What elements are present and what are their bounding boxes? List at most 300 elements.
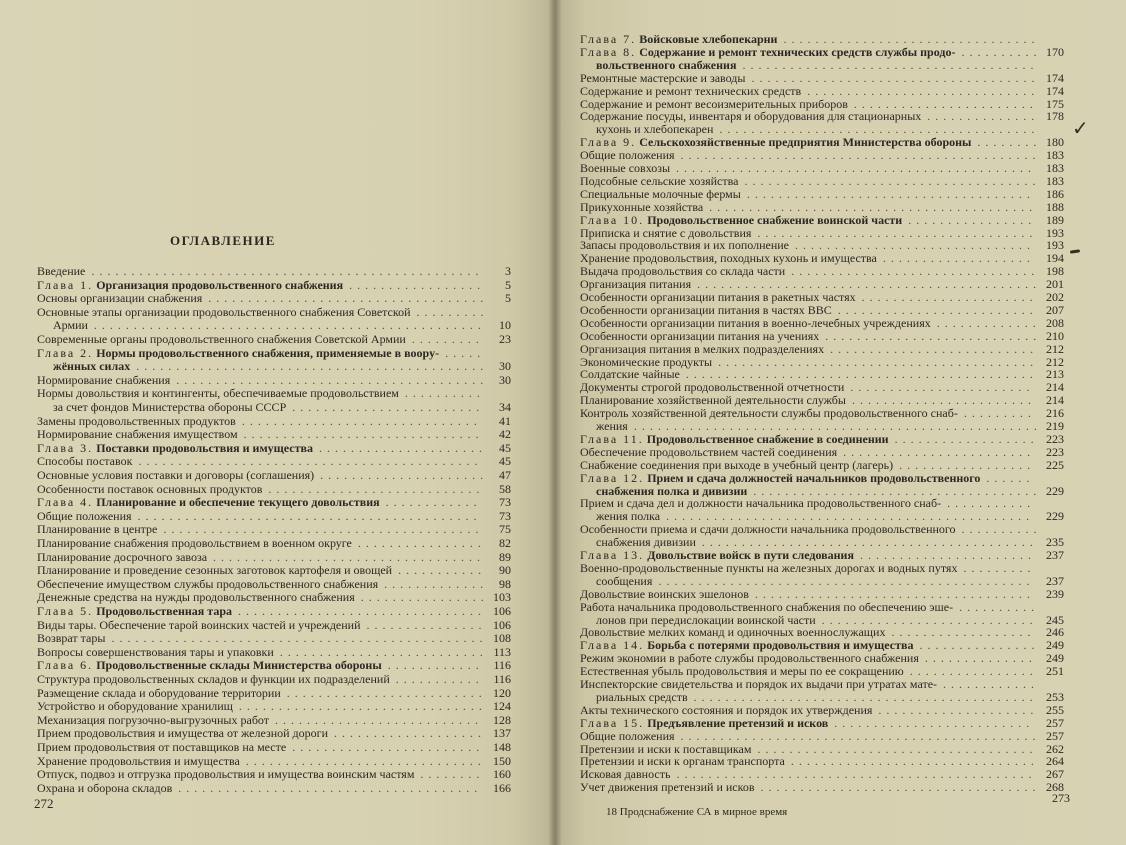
toc-chapter-line: [37, 278, 511, 292]
toc-chapter-title: [580, 32, 777, 46]
dot-leader: ..............................: [241, 413, 482, 428]
toc-page-number: 223: [1046, 431, 1064, 446]
pencil-checkmark-icon: ✓: [1072, 116, 1089, 140]
chapter-number-label: Глава 14.: [580, 638, 645, 653]
toc-entry-text: Приписка и снятие с довольствия: [580, 225, 752, 240]
toc-entry-line: [580, 58, 1064, 72]
toc-page-number: 47: [499, 468, 511, 482]
toc-page-number: 174: [1046, 83, 1064, 98]
dot-leader: ..................: [894, 431, 1039, 446]
toc-page-number: 189: [1046, 212, 1064, 227]
dot-leader: .......................................: [176, 372, 489, 387]
dot-leader: ..........: [961, 522, 1042, 537]
toc-entry-text: Организация питания: [580, 277, 692, 292]
toc-chapter-line: [37, 441, 511, 455]
chapter-number-label: Глава 9.: [580, 135, 637, 150]
toc-page-number: 23: [499, 332, 511, 346]
chapter-title-text: Нормы продовольственного снабжения, применяемые в вооpу-: [93, 345, 440, 360]
toc-page-number: 103: [493, 590, 511, 605]
dot-leader: ...........................................: [693, 689, 1038, 704]
dot-leader: ........................: [843, 444, 1036, 459]
toc-entry-text: Общие положения: [580, 728, 675, 743]
toc-entry-text: Организация питания в мелких подразделениях: [580, 341, 825, 356]
toc-page-number: 257: [1046, 728, 1064, 743]
toc-entry-line: [37, 264, 511, 278]
toc-page-number: 255: [1046, 702, 1064, 717]
dot-leader: .................................................: [93, 318, 486, 333]
toc-entry-line: [580, 238, 1064, 252]
dot-leader: ..........: [961, 44, 1042, 59]
toc-page-number: 120: [493, 685, 511, 700]
toc-entry-line: [37, 522, 511, 536]
toc-entry-line: [580, 767, 1064, 781]
toc-entry-text: Экономические продукты: [580, 354, 713, 369]
toc-entry-text: Подсобные сельские хозяйства: [580, 173, 739, 188]
toc-page-number: 249: [1046, 651, 1064, 666]
toc-chapter-line: [580, 548, 1064, 562]
toc-entry-text: Солдатские чайные: [580, 367, 680, 382]
dot-leader: .............................................: [676, 767, 1037, 782]
dot-leader: ..............: [924, 651, 1037, 666]
dot-leader: ....................................: [751, 70, 1040, 85]
toc-entry-text: Введение: [37, 264, 86, 278]
chapter-title-text: Сельскохозяйственные предприятия Министерства обороны: [636, 135, 972, 150]
chapter-number-label: Глава 11.: [580, 431, 644, 446]
toc-entry-line: [37, 550, 511, 564]
toc-entry-text: Прием продовольствия от поставщиков на месте: [37, 740, 287, 754]
toc-page-number: 45: [499, 440, 511, 455]
toc-entry-text: Запасы продовольствия и их пополнение: [580, 238, 789, 253]
dot-leader: .............................................: [680, 148, 1041, 163]
toc-chapter-title: [37, 658, 382, 672]
toc-entry-line: [37, 291, 511, 305]
toc-entry-text: Документы строгой продовольственной отчетности: [580, 380, 845, 395]
dot-leader: ..........: [404, 386, 485, 401]
dot-leader: ...............: [919, 638, 1040, 653]
dot-leader: ............................................: [136, 359, 489, 374]
dot-leader: ...............................: [238, 699, 487, 714]
toc-entry-text: Особенности организации питания в частях ВВС: [580, 302, 832, 317]
dot-leader: ..............................................: [666, 509, 1035, 524]
dot-leader: ...........................................: [697, 277, 1042, 292]
toc-entry-text: Особенности организации питания в военно-лечебных учреждениях: [580, 315, 931, 330]
dot-leader: ............................................: [685, 367, 1038, 382]
toc-page-number: 193: [1046, 238, 1064, 253]
toc-entry-line: [37, 726, 511, 740]
toc-entry-text: Особенности организации питания на учениях: [580, 328, 820, 343]
chapter-title-text: Довольствие войск в пути следования: [644, 548, 854, 562]
toc-entry-text: Устройство и оборудование хранилищ: [37, 699, 233, 714]
toc-page-number: 237: [1046, 573, 1064, 588]
toc-entry-line: [580, 226, 1064, 240]
dot-leader: ...............................................: [658, 573, 1035, 588]
chapter-number-label: Глава 13.: [580, 548, 645, 562]
dot-leader: ...................: [882, 251, 1035, 266]
toc-entry-line: [37, 509, 511, 523]
chapter-title-text: Борьба с потерями продовольствия и имущества: [644, 638, 914, 653]
toc-chapter-line: [580, 471, 1064, 485]
dot-leader: ........................................: [719, 122, 1040, 137]
toc-entry-line: [580, 742, 1064, 756]
toc-entry-line: [37, 590, 511, 604]
toc-entry-text: Планирование досрочного завоза: [37, 549, 208, 564]
toc-page-number: 268: [1046, 780, 1064, 795]
toc-chapter-line: [580, 213, 1064, 227]
toc-entry-line: [580, 277, 1064, 291]
dot-leader: .........: [416, 304, 489, 319]
toc-entry-line: [580, 406, 1064, 420]
toc-page-number: 251: [1046, 664, 1064, 679]
toc-entry-text: Содержание и ремонт весоизмерительных приборов: [580, 96, 848, 111]
toc-entry-line: [37, 618, 511, 632]
chapter-title-text: Прием и сдача должностей начальников продовольственного: [644, 470, 981, 485]
toc-page-number: 193: [1046, 225, 1064, 240]
toc-entry-line: [37, 536, 511, 550]
dot-leader: ................: [908, 212, 1037, 227]
toc-chapter-title: [580, 471, 980, 485]
dot-leader: ...........................................: [137, 508, 482, 523]
toc-entry-text: Исковая давность: [580, 767, 671, 782]
toc-entry-line: [580, 613, 1064, 627]
dot-leader: ...............................: [790, 754, 1039, 769]
toc-page-number: 75: [499, 522, 511, 537]
toc-chapter-title: [580, 213, 902, 227]
toc-page-number: 166: [493, 780, 511, 795]
chapter-title-text: Планирование и обеспечение текущего довольствия: [93, 495, 380, 510]
toc-page-number: 188: [1046, 199, 1064, 214]
toc-entry-text: Отпуск, подвоз и отгрузка продовольствия и имущества воинским частям: [37, 767, 415, 782]
toc-entry-line: [37, 332, 511, 346]
chapter-title-text: Предъявление претензий и исков: [644, 715, 829, 730]
toc-entry-line: [37, 427, 511, 441]
toc-entry-text: лонов при передислокации воинской части: [596, 612, 816, 627]
toc-heading: ОГЛАВЛЕНИЕ: [170, 233, 276, 248]
toc-entry-text: Режим экономии в работе службы продовольственного снабжения: [580, 651, 919, 666]
dot-leader: ...............................: [791, 264, 1040, 279]
toc-page-number: 214: [1046, 393, 1064, 408]
toc-page-number: 106: [493, 604, 511, 618]
toc-entry-text: Инспекторские свидетельства и порядок их выдачи при утратах мате-: [580, 677, 938, 691]
toc-page-number: 116: [493, 658, 511, 673]
toc-chapter-line: [580, 432, 1064, 446]
toc-entry-text: Работа начальника продовольственного снабжения по обеспечению эше-: [580, 599, 954, 614]
toc-page-number: 223: [1046, 444, 1064, 459]
toc-page-number: 10: [499, 318, 511, 333]
toc-entry-text: Контроль хозяйственной деятельности службы продовольственного снаб-: [580, 406, 958, 421]
toc-page-number: 30: [499, 359, 511, 374]
toc-page-number: 212: [1046, 354, 1064, 369]
toc-entry-text: Планирование хозяйственной деятельности службы: [580, 393, 846, 408]
toc-page-number: 73: [499, 495, 511, 510]
dot-leader: ...................................: [757, 225, 1038, 240]
toc-page-number: 41: [499, 413, 511, 428]
dot-leader: ......................: [859, 548, 1036, 562]
dot-leader: ..........................................: [701, 535, 1038, 550]
toc-entry-line: [580, 664, 1064, 678]
toc-entry-line: [580, 109, 1064, 123]
toc-page-number: 30: [499, 372, 511, 387]
toc-entry-line: [580, 754, 1064, 768]
toc-page-number: 229: [1046, 483, 1064, 498]
dot-leader: .......................: [850, 380, 1035, 395]
chapter-number-label: Глава 12.: [580, 470, 645, 485]
toc-entry-line: [37, 699, 511, 713]
toc-page-number: 5: [505, 277, 511, 292]
toc-chapter-line: [580, 716, 1064, 730]
dot-leader: .........................: [834, 715, 1035, 730]
toc-page-number: 160: [493, 767, 511, 782]
dot-leader: .............................................: [680, 728, 1041, 743]
toc-page-number: 201: [1046, 277, 1064, 292]
toc-chapter-line: [580, 638, 1064, 652]
toc-entry-text: Вопросы совершенствования тары и упаковки: [37, 644, 274, 659]
dot-leader: ...........: [947, 496, 1036, 511]
toc-entry-text: Общие положения: [580, 148, 675, 163]
toc-entry-line: [580, 445, 1064, 459]
toc-chapter-line: [37, 346, 511, 360]
dot-leader: ...........................: [825, 328, 1042, 343]
toc-entry-text: сообщения: [596, 573, 653, 588]
chapter-title-text: Организация продовольственного снабжения: [93, 277, 344, 292]
toc-chapter-title: [37, 495, 380, 509]
toc-chapter-title: [580, 638, 913, 652]
toc-entry-text: риальных средств: [596, 689, 688, 704]
toc-entry-line: [37, 359, 511, 373]
dot-leader: ...........: [395, 672, 484, 686]
toc-entry-text: Обеспечение продовольствием частей соединения: [580, 444, 838, 459]
toc-entry-line: [580, 161, 1064, 175]
toc-entry-text: Прием и сдача дел и должности начальника продовольственного снаб-: [580, 496, 942, 511]
toc-page-number: 124: [493, 699, 511, 714]
toc-page-number: 45: [499, 454, 511, 469]
dot-leader: ............: [943, 677, 1040, 691]
toc-page-number: 89: [499, 549, 511, 564]
dot-leader: .................: [349, 277, 486, 292]
dot-leader: ............: [385, 495, 482, 510]
toc-entry-text: Военно-продовольственные пункты на железных дорогах и водных путях: [580, 560, 958, 575]
toc-page-number: 264: [1046, 754, 1064, 769]
toc-page-number: 174: [1046, 70, 1064, 85]
toc-entry-line: [37, 767, 511, 781]
dot-leader: .......................: [853, 96, 1038, 111]
toc-entry-text: Планирование снабжения продовольствием в военном округе: [37, 536, 352, 550]
toc-entry-text: Претензии и иски к поставщикам: [580, 741, 752, 756]
toc-entry-text: Содержание посуды, инвентаря и оборудования для стационарных: [580, 109, 922, 124]
toc-page-number: 253: [1046, 689, 1064, 704]
toc-entry-line: [37, 468, 511, 482]
toc-entry-text: Содержание и ремонт технических средств: [580, 83, 802, 98]
toc-page-number: 225: [1046, 457, 1064, 472]
toc-entry-text: снабжения полка и дивизии: [596, 483, 748, 498]
book-gutter: [548, 0, 562, 845]
dot-leader: ...............................: [238, 604, 487, 618]
toc-entry-text: Специальные молочные фермы: [580, 186, 741, 201]
toc-entry-text: Особенности поставок основных продуктов: [37, 481, 263, 496]
chapter-number-label: Глава 10.: [580, 212, 645, 227]
dot-leader: ..................: [891, 625, 1036, 640]
dot-leader: ...............................................: [111, 631, 488, 646]
toc-page-number: 98: [499, 576, 511, 591]
dot-leader: .........: [411, 332, 484, 346]
toc-page-number: 198: [1046, 264, 1064, 279]
toc-chapter-title: [580, 548, 854, 562]
toc-entry-text: Учет движения претензий и исков: [580, 780, 755, 795]
toc-page-number: 246: [1046, 625, 1064, 640]
dot-leader: ...........: [398, 563, 487, 578]
toc-chapter-line: [37, 495, 511, 509]
dot-leader: ..............................: [245, 753, 486, 768]
dot-leader: .............: [936, 315, 1041, 330]
toc-entry-line: [580, 200, 1064, 214]
dot-leader: ................: [360, 590, 489, 605]
toc-entry-line: [37, 454, 511, 468]
dot-leader: ...................................: [760, 780, 1041, 795]
toc-page-number: 229: [1046, 509, 1064, 524]
toc-entry-line: [580, 574, 1064, 588]
toc-page-number: 58: [499, 481, 511, 496]
toc-entry-line: [37, 754, 511, 768]
toc-page-number: 5: [505, 291, 511, 306]
toc-chapter-title: [580, 432, 889, 446]
toc-entry-line: [580, 496, 1064, 510]
printer-signature: 18 Продснабжение СА в мирное время: [606, 806, 788, 818]
toc-page-number: 113: [493, 644, 511, 659]
toc-entry-text: Основные этапы организации продовольственного снабжения Советской: [37, 304, 411, 319]
dot-leader: ...................................: [757, 741, 1038, 756]
toc-entry-text: Обеспечение имуществом службы продовольственного снабжения: [37, 576, 379, 591]
dot-leader: ................: [357, 536, 486, 550]
toc-entry-text: Естественная убыль продовольствия и меры по ее сокращению: [580, 664, 904, 679]
toc-entry-text: жённых силах: [53, 359, 131, 374]
toc-page-number: 183: [1046, 161, 1064, 175]
toc-entry-line: [580, 677, 1064, 691]
dot-leader: ..............: [927, 109, 1040, 124]
toc-chapter-title: [37, 604, 232, 618]
toc-chapter-title: [580, 45, 955, 59]
toc-page-number: 245: [1046, 612, 1064, 627]
toc-chapter-line: [37, 604, 511, 618]
toc-entry-line: [37, 781, 511, 795]
toc-entry-line: [580, 290, 1064, 304]
toc-entry-line: [580, 625, 1064, 639]
toc-entry-line: [580, 419, 1064, 433]
toc-page-number: 207: [1046, 302, 1064, 317]
toc-entry-text: Основы организации снабжения: [37, 291, 203, 306]
toc-page-number: 249: [1046, 638, 1064, 653]
toc-entry-line: [580, 780, 1064, 794]
toc-entry-text: Денежные средства на нужды продовольственного снабжения: [37, 590, 355, 605]
dot-leader: ........................................: [718, 354, 1039, 369]
toc-entry-text: Довольствие мелких команд и одиночных военнослужащих: [580, 625, 886, 640]
chapter-title-text: Поставки продовольствия и имущества: [93, 440, 313, 455]
toc-entry-text: жения: [596, 419, 628, 433]
dot-leader: ........................: [292, 740, 485, 754]
toc-entry-text: Претензии и иски к органам транспорта: [580, 754, 785, 769]
toc-page-number: 186: [1046, 186, 1064, 201]
toc-chapter-title: [580, 135, 971, 149]
toc-entry-text: кухонь и хлебопекарен: [596, 122, 714, 137]
toc-page-number: 237: [1046, 548, 1064, 562]
dot-leader: .............: [384, 576, 489, 591]
toc-entry-text: Нормирование снабжения имуществом: [37, 427, 238, 442]
toc-entry-text: Замены продовольственных продуктов: [37, 413, 236, 428]
toc-entry-line: [580, 703, 1064, 717]
chapter-number-label: Глава 1.: [37, 277, 94, 292]
toc-page-number: 82: [499, 536, 511, 550]
toc-entry-line: [580, 71, 1064, 85]
chapter-number-label: Глава 6.: [37, 658, 94, 673]
toc-entry-line: [37, 563, 511, 577]
dot-leader: ............: [387, 658, 484, 673]
dot-leader: .........................: [286, 685, 487, 700]
dot-leader: ..................................: [213, 549, 486, 564]
toc-chapter-title: [37, 346, 439, 360]
dot-leader: .........: [963, 406, 1036, 421]
toc-entry-text: Общие положения: [37, 508, 132, 523]
toc-entry-line: [580, 729, 1064, 743]
toc-entry-line: [580, 148, 1064, 162]
toc-entry-line: [580, 329, 1064, 343]
toc-page-number: 194: [1046, 251, 1064, 266]
toc-entry-line: [37, 414, 511, 428]
toc-entry-line: [37, 577, 511, 591]
toc-entry-line: [580, 122, 1064, 136]
toc-entry-line: [37, 400, 511, 414]
dot-leader: ...........................................: [138, 454, 483, 469]
chapter-title-text: Продовольственное снабжение в соединении: [643, 431, 889, 446]
toc-entry-text: Довольствие воинских эшелонов: [580, 586, 749, 601]
toc-entry-line: [37, 631, 511, 645]
chapter-number-label: Глава 3.: [37, 440, 94, 455]
toc-entry-text: Ремонтные мастерские и заводы: [580, 70, 746, 85]
toc-entry-line: [580, 316, 1064, 330]
toc-page-number: 239: [1046, 586, 1064, 601]
toc-page-number: 214: [1046, 380, 1064, 395]
toc-entry-text: Особенности приема и сдачи должности начальника продовольственного: [580, 522, 956, 537]
dot-leader: ........................................: [163, 522, 484, 537]
dot-leader: ......................................: [178, 780, 483, 795]
dot-leader: ...........................: [268, 481, 485, 496]
toc-page-number: 178: [1046, 109, 1064, 124]
dot-leader: .....................: [320, 468, 489, 482]
toc-page-number: 180: [1046, 135, 1064, 150]
toc-entry-line: [37, 672, 511, 686]
toc-page-number: 116: [493, 672, 511, 686]
toc-entry-line: [580, 97, 1064, 111]
dot-leader: ................: [909, 664, 1038, 679]
toc-entry-line: [580, 587, 1064, 601]
toc-entry-text: Армии: [53, 318, 88, 333]
toc-entry-text: жения полка: [596, 509, 661, 524]
dot-leader: ......: [986, 470, 1035, 485]
dot-leader: .........................................: [709, 199, 1038, 214]
toc-chapter-title: [37, 278, 343, 292]
toc-page-number: 213: [1046, 367, 1064, 382]
right-page-number: 273: [1052, 791, 1070, 805]
toc-page-number: 170: [1046, 44, 1064, 59]
toc-chapter-line: [37, 658, 511, 672]
toc-entry-line: [580, 84, 1064, 98]
dot-leader: ........: [977, 135, 1042, 150]
chapter-number-label: Глава 2.: [37, 345, 94, 360]
toc-entry-line: [580, 251, 1064, 265]
toc-entry-line: [580, 342, 1064, 356]
toc-entry-text: Нормирование снабжения: [37, 372, 171, 387]
dot-leader: .....................: [318, 440, 487, 455]
toc-entry-text: Снабжение соединения при выходе в учебный центр (лагерь): [580, 457, 894, 472]
toc-page-number: 183: [1046, 173, 1064, 188]
toc-page-number: 108: [493, 631, 511, 646]
